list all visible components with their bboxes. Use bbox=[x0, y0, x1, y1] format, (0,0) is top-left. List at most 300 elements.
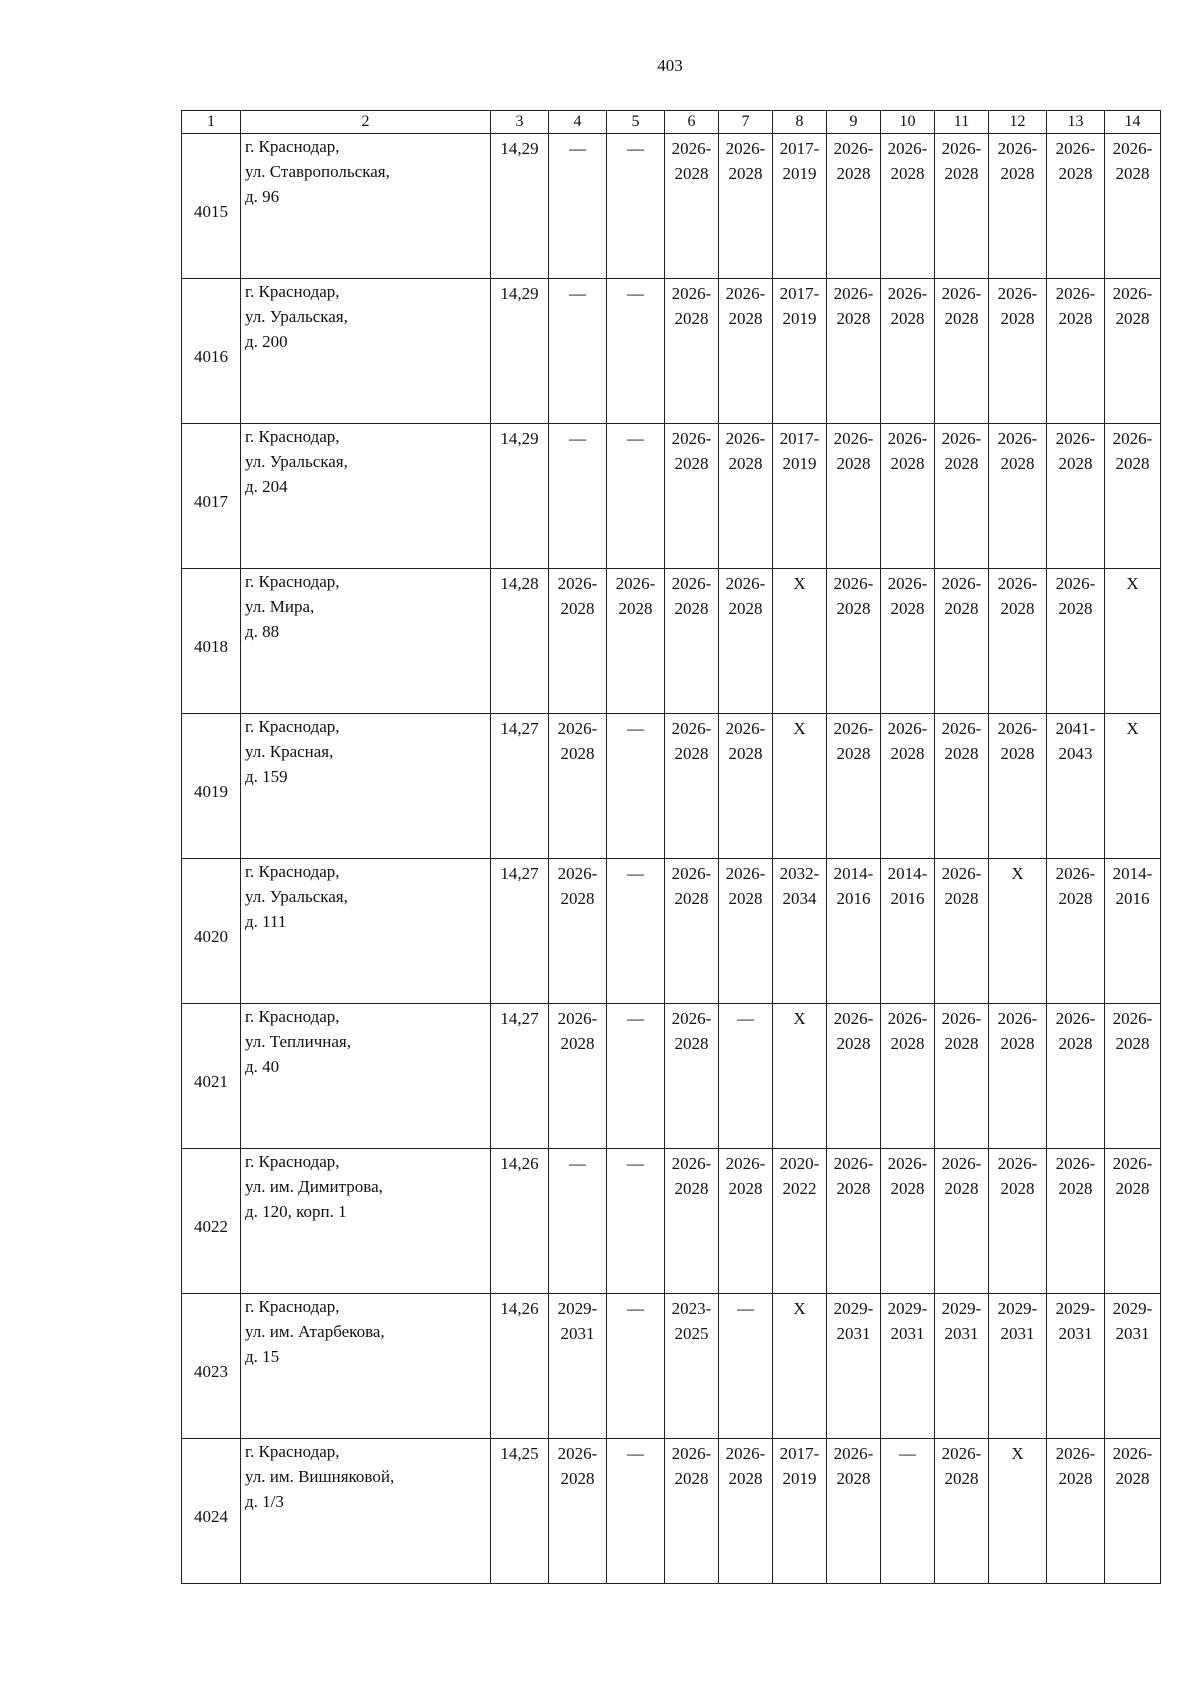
period-cell bbox=[607, 279, 665, 424]
row-number: 4021 bbox=[182, 1004, 241, 1149]
page-number: 403 bbox=[657, 56, 683, 75]
address-line: д. 111 bbox=[245, 912, 287, 931]
period-line: 2026- bbox=[1112, 284, 1153, 303]
period-line: 2026- bbox=[887, 429, 928, 448]
period-line: 2028 bbox=[1000, 454, 1035, 473]
period-line: 2028 bbox=[728, 599, 763, 618]
period-cell bbox=[989, 279, 1047, 424]
period-line: 2026- bbox=[1112, 429, 1153, 448]
period-cell bbox=[881, 714, 935, 859]
row-number: 4015 bbox=[182, 134, 241, 279]
address-line: г. Краснодар, bbox=[245, 427, 340, 446]
period-line: 2026- bbox=[671, 1444, 712, 1463]
period-line: 2028 bbox=[1058, 889, 1093, 908]
period-cell bbox=[935, 424, 989, 569]
address-line: ул. Мира, bbox=[245, 597, 315, 616]
period-line: X bbox=[793, 1009, 806, 1028]
period-cell bbox=[719, 1149, 773, 1294]
coefficient-cell: 14,27 bbox=[491, 859, 549, 1004]
period-line: — bbox=[627, 1444, 644, 1463]
period-line: 2028 bbox=[674, 164, 709, 183]
period-line: 2028 bbox=[1115, 164, 1150, 183]
period-line: 2026- bbox=[1055, 1444, 1096, 1463]
period-cell bbox=[719, 859, 773, 1004]
period-cell bbox=[773, 134, 827, 279]
address-line: г. Краснодар, bbox=[245, 862, 340, 881]
period-line: 2026- bbox=[671, 1009, 712, 1028]
period-line: 2026- bbox=[997, 1154, 1038, 1173]
period-cell bbox=[989, 134, 1047, 279]
coefficient-cell: 14,29 bbox=[491, 424, 549, 569]
row-number: 4020 bbox=[182, 859, 241, 1004]
period-line: 2028 bbox=[674, 454, 709, 473]
period-cell bbox=[719, 279, 773, 424]
period-line: 2017- bbox=[779, 284, 820, 303]
period-line: 2028 bbox=[836, 1179, 871, 1198]
period-cell bbox=[1047, 424, 1105, 569]
period-line: — bbox=[737, 1009, 754, 1028]
period-cell bbox=[665, 714, 719, 859]
period-line: — bbox=[627, 1154, 644, 1173]
address-line: д. 1/3 bbox=[245, 1492, 284, 1511]
period-line: 2028 bbox=[728, 744, 763, 763]
address-line: д. 88 bbox=[245, 622, 280, 641]
period-cell bbox=[773, 1149, 827, 1294]
period-cell bbox=[549, 569, 607, 714]
period-cell bbox=[719, 134, 773, 279]
period-cell bbox=[827, 1294, 881, 1439]
period-line: 2028 bbox=[944, 1034, 979, 1053]
address-line: ул. им. Димитрова, bbox=[245, 1177, 383, 1196]
period-line: 2028 bbox=[728, 164, 763, 183]
period-line: 2014- bbox=[1112, 864, 1153, 883]
period-line: 2026- bbox=[941, 1009, 982, 1028]
period-line: X bbox=[1126, 574, 1139, 593]
period-cell bbox=[989, 1149, 1047, 1294]
coefficient-cell: 14,29 bbox=[491, 134, 549, 279]
column-header: 6 bbox=[665, 111, 719, 134]
address-line: д. 204 bbox=[245, 477, 288, 496]
period-cell bbox=[773, 1004, 827, 1149]
period-cell bbox=[607, 1294, 665, 1439]
address-cell bbox=[241, 1004, 491, 1149]
period-cell bbox=[1105, 714, 1161, 859]
period-cell bbox=[549, 134, 607, 279]
period-line: 2029- bbox=[833, 1299, 874, 1318]
column-header: 9 bbox=[827, 111, 881, 134]
period-line: 2026- bbox=[725, 1444, 766, 1463]
column-header: 4 bbox=[549, 111, 607, 134]
period-cell bbox=[935, 859, 989, 1004]
period-line: 2028 bbox=[890, 1034, 925, 1053]
period-line: 2026- bbox=[557, 574, 598, 593]
address-line: д. 40 bbox=[245, 1057, 280, 1076]
period-cell bbox=[773, 1294, 827, 1439]
period-cell bbox=[773, 279, 827, 424]
period-cell bbox=[773, 424, 827, 569]
period-cell bbox=[665, 279, 719, 424]
period-line: 2028 bbox=[836, 744, 871, 763]
period-cell bbox=[935, 279, 989, 424]
row-number: 4023 bbox=[182, 1294, 241, 1439]
period-line: 2026- bbox=[887, 719, 928, 738]
period-line: 2028 bbox=[560, 599, 595, 618]
address-cell bbox=[241, 424, 491, 569]
period-line: 2026- bbox=[887, 284, 928, 303]
period-cell bbox=[827, 714, 881, 859]
period-cell bbox=[665, 1294, 719, 1439]
period-line: 2026- bbox=[833, 719, 874, 738]
period-cell bbox=[1047, 1294, 1105, 1439]
period-cell bbox=[549, 424, 607, 569]
period-line: 2016 bbox=[890, 889, 925, 908]
period-line: 2026- bbox=[941, 139, 982, 158]
period-cell bbox=[549, 279, 607, 424]
period-line: 2026- bbox=[725, 139, 766, 158]
period-cell bbox=[549, 1439, 607, 1584]
period-line: 2026- bbox=[1055, 139, 1096, 158]
row-number: 4024 bbox=[182, 1439, 241, 1584]
period-line: 2028 bbox=[728, 889, 763, 908]
address-line: г. Краснодар, bbox=[245, 137, 340, 156]
period-line: 2028 bbox=[944, 1469, 979, 1488]
period-line: 2026- bbox=[887, 1154, 928, 1173]
table-row bbox=[182, 1439, 1161, 1584]
period-line: 2028 bbox=[944, 1179, 979, 1198]
period-line: 2026- bbox=[997, 719, 1038, 738]
period-cell bbox=[773, 569, 827, 714]
period-line: 2026- bbox=[833, 1154, 874, 1173]
table-row bbox=[182, 1004, 1161, 1149]
address-line: д. 96 bbox=[245, 187, 280, 206]
period-cell bbox=[549, 1294, 607, 1439]
table-row bbox=[182, 714, 1161, 859]
period-cell bbox=[549, 859, 607, 1004]
period-cell bbox=[665, 1004, 719, 1149]
period-line: 2028 bbox=[560, 1034, 595, 1053]
column-header: 3 bbox=[491, 111, 549, 134]
period-line: 2026- bbox=[1055, 1009, 1096, 1028]
period-line: 2028 bbox=[728, 1179, 763, 1198]
period-cell bbox=[827, 569, 881, 714]
column-header: 11 bbox=[935, 111, 989, 134]
coefficient-cell: 14,26 bbox=[491, 1149, 549, 1294]
period-line: 2026- bbox=[671, 864, 712, 883]
period-line: 2028 bbox=[1058, 454, 1093, 473]
period-cell bbox=[607, 714, 665, 859]
period-cell bbox=[719, 1004, 773, 1149]
address-line: д. 15 bbox=[245, 1347, 280, 1366]
period-line: 2028 bbox=[1058, 599, 1093, 618]
period-line: 2016 bbox=[1115, 889, 1150, 908]
period-line: 2026- bbox=[671, 719, 712, 738]
period-line: — bbox=[627, 139, 644, 158]
period-cell bbox=[1105, 1149, 1161, 1294]
period-line: 2026- bbox=[1112, 1154, 1153, 1173]
period-line: 2019 bbox=[782, 454, 817, 473]
period-cell bbox=[935, 134, 989, 279]
row-number: 4018 bbox=[182, 569, 241, 714]
period-line: 2026- bbox=[557, 1009, 598, 1028]
period-line: 2026- bbox=[725, 574, 766, 593]
address-line: г. Краснодар, bbox=[245, 1442, 340, 1461]
address-line: д. 120, корп. 1 bbox=[245, 1202, 347, 1221]
period-line: 2026- bbox=[557, 719, 598, 738]
period-line: 2028 bbox=[944, 454, 979, 473]
address-line: ул. Уральская, bbox=[245, 307, 348, 326]
period-cell bbox=[1047, 1439, 1105, 1584]
address-line: д. 200 bbox=[245, 332, 288, 351]
period-line: X bbox=[1126, 719, 1139, 738]
period-cell bbox=[665, 569, 719, 714]
period-cell bbox=[827, 134, 881, 279]
period-cell bbox=[773, 714, 827, 859]
period-cell bbox=[719, 1294, 773, 1439]
row-number: 4019 bbox=[182, 714, 241, 859]
period-line: 2029- bbox=[941, 1299, 982, 1318]
period-line: — bbox=[569, 429, 586, 448]
period-line: 2028 bbox=[890, 164, 925, 183]
address-cell bbox=[241, 569, 491, 714]
period-line: 2026- bbox=[557, 1444, 598, 1463]
data-table bbox=[181, 110, 1161, 1584]
period-cell bbox=[665, 859, 719, 1004]
period-line: 2026- bbox=[833, 574, 874, 593]
period-line: X bbox=[793, 719, 806, 738]
period-line: 2031 bbox=[1000, 1324, 1035, 1343]
period-line: 2026- bbox=[941, 864, 982, 883]
period-line: 2026- bbox=[833, 1009, 874, 1028]
address-line: ул. Уральская, bbox=[245, 452, 348, 471]
period-cell bbox=[549, 1004, 607, 1149]
period-line: 2028 bbox=[1058, 309, 1093, 328]
period-line: 2028 bbox=[890, 309, 925, 328]
period-cell bbox=[607, 1004, 665, 1149]
period-line: 2026- bbox=[941, 574, 982, 593]
period-cell bbox=[881, 1004, 935, 1149]
period-cell bbox=[1047, 279, 1105, 424]
period-cell bbox=[1047, 134, 1105, 279]
coefficient-cell: 14,27 bbox=[491, 1004, 549, 1149]
period-line: X bbox=[793, 1299, 806, 1318]
period-line: 2031 bbox=[890, 1324, 925, 1343]
period-line: 2029- bbox=[557, 1299, 598, 1318]
period-line: 2026- bbox=[671, 139, 712, 158]
period-line: 2028 bbox=[1000, 309, 1035, 328]
period-line: 2028 bbox=[728, 309, 763, 328]
period-line: 2029- bbox=[1055, 1299, 1096, 1318]
period-line: 2017- bbox=[779, 1444, 820, 1463]
period-cell bbox=[607, 1149, 665, 1294]
period-line: 2028 bbox=[890, 1179, 925, 1198]
table-row bbox=[182, 424, 1161, 569]
period-line: 2026- bbox=[997, 139, 1038, 158]
period-line: 2026- bbox=[941, 719, 982, 738]
period-cell bbox=[1105, 569, 1161, 714]
period-line: 2031 bbox=[836, 1324, 871, 1343]
period-cell bbox=[935, 1004, 989, 1149]
column-header: 14 bbox=[1105, 111, 1161, 134]
period-cell bbox=[881, 1149, 935, 1294]
period-cell bbox=[989, 714, 1047, 859]
period-line: 2028 bbox=[674, 599, 709, 618]
period-cell bbox=[607, 424, 665, 569]
period-cell bbox=[881, 134, 935, 279]
period-cell bbox=[827, 1149, 881, 1294]
period-line: 2028 bbox=[1000, 1034, 1035, 1053]
period-line: 2026- bbox=[833, 139, 874, 158]
period-cell bbox=[719, 424, 773, 569]
period-line: 2026- bbox=[1112, 1444, 1153, 1463]
period-line: 2041- bbox=[1055, 719, 1096, 738]
period-cell bbox=[935, 1439, 989, 1584]
period-line: 2026- bbox=[887, 139, 928, 158]
period-cell bbox=[881, 569, 935, 714]
period-line: 2028 bbox=[1058, 1034, 1093, 1053]
period-line: 2028 bbox=[1058, 164, 1093, 183]
period-line: 2026- bbox=[725, 1154, 766, 1173]
period-line: 2019 bbox=[782, 164, 817, 183]
period-cell bbox=[989, 1439, 1047, 1584]
period-cell bbox=[607, 569, 665, 714]
period-line: 2028 bbox=[836, 1034, 871, 1053]
period-line: 2026- bbox=[671, 429, 712, 448]
period-line: 2029- bbox=[997, 1299, 1038, 1318]
period-line: 2026- bbox=[1112, 139, 1153, 158]
address-line: г. Краснодар, bbox=[245, 1152, 340, 1171]
period-line: 2028 bbox=[728, 1469, 763, 1488]
period-line: 2026- bbox=[833, 284, 874, 303]
table-row bbox=[182, 1294, 1161, 1439]
period-line: — bbox=[627, 1009, 644, 1028]
period-cell bbox=[1105, 859, 1161, 1004]
period-cell bbox=[719, 714, 773, 859]
period-line: 2028 bbox=[560, 1469, 595, 1488]
address-line: ул. Красная, bbox=[245, 742, 334, 761]
period-cell bbox=[935, 714, 989, 859]
period-cell bbox=[719, 569, 773, 714]
period-line: 2026- bbox=[833, 1444, 874, 1463]
coefficient-cell: 14,26 bbox=[491, 1294, 549, 1439]
address-cell bbox=[241, 859, 491, 1004]
period-line: — bbox=[899, 1444, 916, 1463]
period-line: 2032- bbox=[779, 864, 820, 883]
address-line: ул. Ставропольская, bbox=[245, 162, 390, 181]
period-line: 2023- bbox=[671, 1299, 712, 1318]
period-line: 2026- bbox=[997, 574, 1038, 593]
period-line: 2028 bbox=[944, 599, 979, 618]
period-line: 2026- bbox=[887, 574, 928, 593]
period-line: 2031 bbox=[1115, 1324, 1150, 1343]
period-line: 2029- bbox=[887, 1299, 928, 1318]
period-line: 2028 bbox=[1000, 1179, 1035, 1198]
period-line: 2028 bbox=[674, 309, 709, 328]
period-line: — bbox=[627, 864, 644, 883]
address-cell bbox=[241, 1439, 491, 1584]
coefficient-cell: 14,27 bbox=[491, 714, 549, 859]
period-line: 2026- bbox=[671, 284, 712, 303]
period-line: 2026- bbox=[725, 719, 766, 738]
period-line: — bbox=[737, 1299, 754, 1318]
period-cell bbox=[719, 1439, 773, 1584]
period-line: 2034 bbox=[782, 889, 817, 908]
period-line: 2028 bbox=[618, 599, 653, 618]
period-cell bbox=[549, 1149, 607, 1294]
column-header: 10 bbox=[881, 111, 935, 134]
period-cell bbox=[665, 134, 719, 279]
address-line: г. Краснодар, bbox=[245, 572, 340, 591]
period-line: 2028 bbox=[674, 744, 709, 763]
address-cell bbox=[241, 1294, 491, 1439]
period-cell bbox=[827, 1439, 881, 1584]
period-line: 2028 bbox=[836, 454, 871, 473]
period-line: 2028 bbox=[728, 454, 763, 473]
period-line: 2026- bbox=[997, 284, 1038, 303]
period-line: — bbox=[627, 719, 644, 738]
period-line: 2028 bbox=[674, 1469, 709, 1488]
table-row bbox=[182, 859, 1161, 1004]
period-line: 2028 bbox=[674, 1034, 709, 1053]
period-line: 2026- bbox=[1055, 429, 1096, 448]
period-line: 2031 bbox=[944, 1324, 979, 1343]
period-cell bbox=[1105, 279, 1161, 424]
period-line: 2026- bbox=[941, 1444, 982, 1463]
period-line: 2028 bbox=[560, 744, 595, 763]
period-line: 2028 bbox=[1000, 744, 1035, 763]
period-cell bbox=[827, 279, 881, 424]
period-line: — bbox=[627, 429, 644, 448]
row-number: 4017 bbox=[182, 424, 241, 569]
period-cell bbox=[827, 424, 881, 569]
period-line: 2014- bbox=[833, 864, 874, 883]
period-line: 2028 bbox=[674, 1179, 709, 1198]
period-line: 2028 bbox=[1058, 1179, 1093, 1198]
address-cell bbox=[241, 134, 491, 279]
period-cell bbox=[1105, 1004, 1161, 1149]
column-header: 1 bbox=[182, 111, 241, 134]
period-line: 2028 bbox=[1000, 599, 1035, 618]
period-line: 2017- bbox=[779, 429, 820, 448]
period-line: 2019 bbox=[782, 309, 817, 328]
period-cell bbox=[1105, 1439, 1161, 1584]
period-line: 2028 bbox=[944, 889, 979, 908]
period-line: X bbox=[1011, 864, 1024, 883]
address-line: г. Краснодар, bbox=[245, 717, 340, 736]
period-line: 2026- bbox=[725, 284, 766, 303]
period-cell bbox=[989, 569, 1047, 714]
period-cell bbox=[989, 1004, 1047, 1149]
period-line: 2026- bbox=[671, 1154, 712, 1173]
column-header: 12 bbox=[989, 111, 1047, 134]
period-cell bbox=[989, 859, 1047, 1004]
period-line: 2031 bbox=[560, 1324, 595, 1343]
row-number: 4016 bbox=[182, 279, 241, 424]
period-line: — bbox=[569, 1154, 586, 1173]
period-cell bbox=[881, 279, 935, 424]
period-line: 2026- bbox=[887, 1009, 928, 1028]
address-cell bbox=[241, 279, 491, 424]
period-line: 2026- bbox=[1055, 574, 1096, 593]
period-cell bbox=[935, 569, 989, 714]
period-line: 2026- bbox=[725, 429, 766, 448]
address-line: г. Краснодар, bbox=[245, 282, 340, 301]
period-line: 2028 bbox=[1115, 1469, 1150, 1488]
coefficient-cell: 14,29 bbox=[491, 279, 549, 424]
column-header: 2 bbox=[241, 111, 491, 134]
table-row bbox=[182, 569, 1161, 714]
period-line: 2028 bbox=[944, 164, 979, 183]
period-line: 2016 bbox=[836, 889, 871, 908]
